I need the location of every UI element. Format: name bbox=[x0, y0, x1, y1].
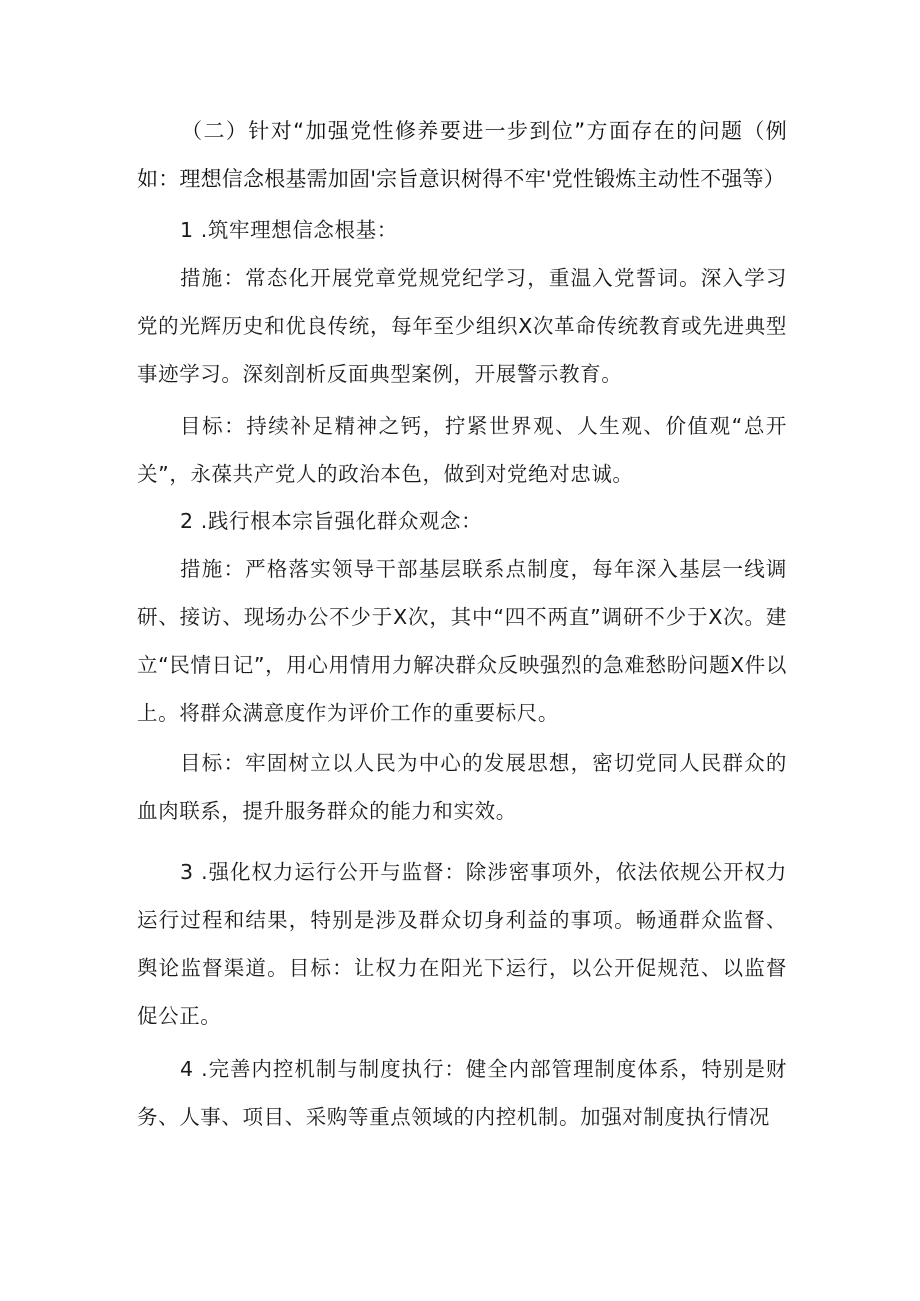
item-2-measures: 措施：严格落实领导干部基层联系点制度，每年深入基层一线调研、接访、现场办公不少于X次，其中“四不两直”调研不少于X次。建立“民情日记”，用心用情用力解决群众反映强烈的急难愁盼问题X件以上。将群众满意度作为评价工作的重要标尺。 bbox=[137, 557, 787, 725]
item-1-goal: 目标：持续补足精神之钙，拧紧世界观、人生观、价值观“总开关”，永葆共产党人的政治本色，做到对党绝对忠诚。 bbox=[137, 414, 787, 486]
item-2-goal: 目标：牢固树立以人民为中心的发展思想，密切党同人民群众的血肉联系，提升服务群众的能力和实效。 bbox=[137, 751, 787, 823]
item-1-title: 1 .筑牢理想信念根基： bbox=[180, 218, 398, 242]
section-heading: （二）针对“加强党性修养要进一步到位”方面存在的问题（例如：理想信念根基需加固'宗旨意识树得不牢'党性锻炼主动性不强等） bbox=[137, 119, 787, 191]
item-3: 3 .强化权力运行公开与监督：除涉密事项外，依法依规公开权力运行过程和结果，特别是涉及群众切身利益的事项。畅通群众监督、舆论监督渠道。目标：让权力在阳光下运行，以公开促规范、以监督促公正。 bbox=[137, 860, 787, 1028]
item-4: 4 .完善内控机制与制度执行：健全内部管理制度体系，特别是财务、人事、项目、采购等重点领域的内控机制。加强对制度执行情况 bbox=[137, 1057, 787, 1129]
item-1-measures: 措施：常态化开展党章党规党纪学习，重温入党誓词。深入学习党的光辉历史和优良传统，每年至少组织X次革命传统教育或先进典型事迹学习。深刻剖析反面典型案例，开展警示教育。 bbox=[137, 266, 787, 386]
item-2-title: 2 .践行根本宗旨强化群众观念： bbox=[180, 509, 483, 533]
